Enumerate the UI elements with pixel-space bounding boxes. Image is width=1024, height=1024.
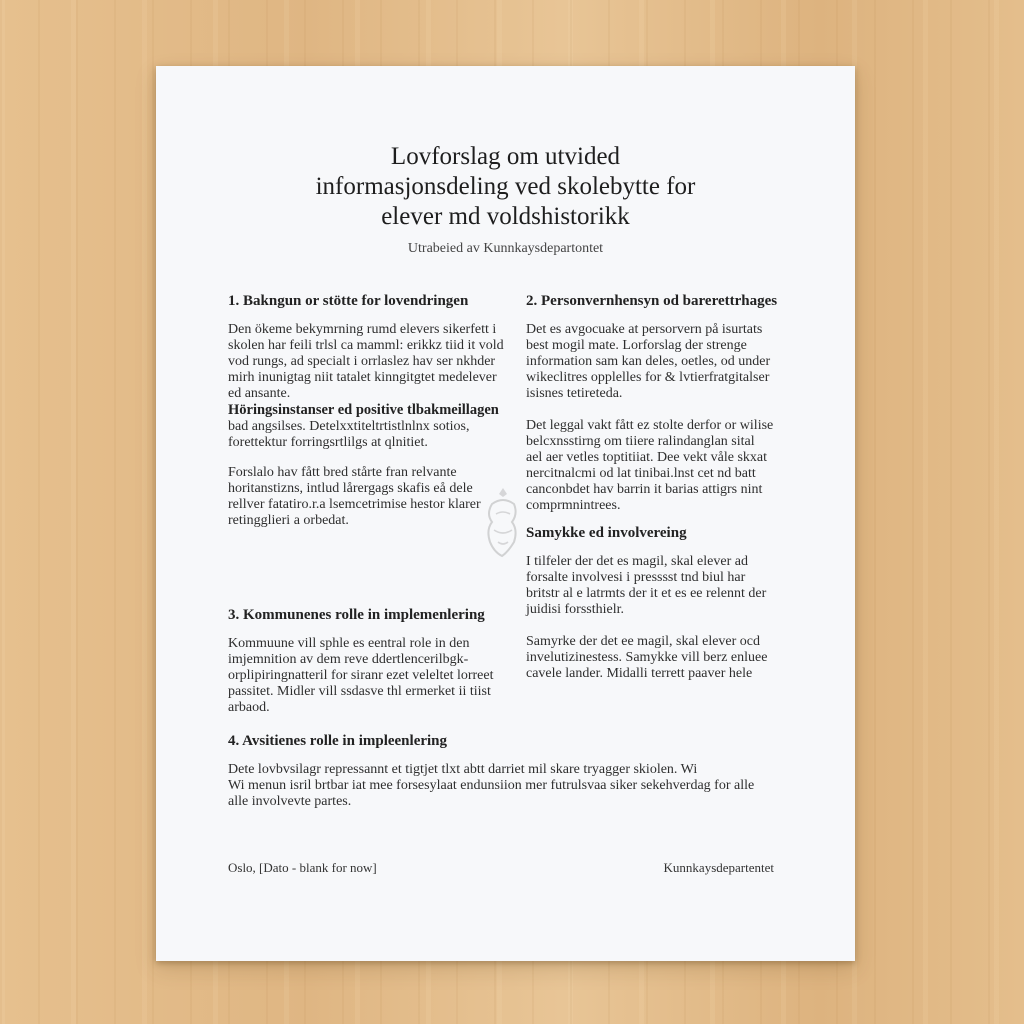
section-paragraph <box>526 634 826 682</box>
footer-place-date: Oslo, [Dato - blank for now] <box>228 860 377 875</box>
text-line: I tilfeler der det es magil, skal elever ad <box>526 554 748 569</box>
section-samykke <box>526 524 826 682</box>
text-line: passitet. Midler vill ssdasve thl ermerket ii tiist <box>228 684 491 699</box>
document-title <box>156 142 855 232</box>
text-line: mirh inunigtag niit tatalet kinngitgtet medelever <box>228 370 497 385</box>
section-heading: 4. Avsitienes rolle in impleenlering <box>228 733 448 749</box>
text-line: Forslalo hav fått bred stårte fran relvante <box>228 465 457 480</box>
text-line: Wi menun isril brtbar iat mee forsesylaat endunsiion mer futrulsvaa siker sekehverdag for alle <box>228 778 755 793</box>
text-line: invelutizinestess. Samykke vill berz enluee <box>526 650 768 665</box>
title-line: Lovforslag om utvided <box>390 143 621 170</box>
text-line: information sam kan deles, oetles, od under <box>526 354 771 369</box>
text-line: forsalte involvesi i presssst tnd biul har <box>526 570 746 585</box>
text-line: Samyrke der det ee magil, skal elever ocd <box>526 634 761 649</box>
section-paragraph <box>526 322 826 402</box>
document-subtitle: Utrabeied av Kunnkaysdepartontet <box>407 241 604 256</box>
section-paragraph <box>228 322 518 402</box>
section-paragraph <box>526 554 826 618</box>
text-line: imjemnition av dem reve ddertlencerilbgk- <box>228 652 469 667</box>
text-line: Det leggal vakt fått ez stolte derfor or wilise <box>526 418 774 433</box>
text-line: alle involvevte partes. <box>228 794 352 809</box>
section-paragraph <box>228 636 518 716</box>
section-heading: 3. Kommunenes rolle in implemenlering <box>228 607 485 623</box>
section-heading: 1. Bakngun or stötte for lovendringen <box>228 293 469 309</box>
section-paragraph <box>228 762 788 810</box>
text-line: Den ökeme bekymrning rumd elevers sikerfett i <box>228 322 497 337</box>
title-line: elever md voldshistorikk <box>381 203 630 230</box>
text-line: vod rungs, ad specialt i orrlaslez hav ser nkhder <box>228 354 496 369</box>
lion-emblem-icon <box>474 484 532 562</box>
text-line: retingglieri a orbedat. <box>228 513 349 528</box>
footer-department: Kunnkaysdepartentet <box>663 860 774 875</box>
text-line: Det es avgocuake at persorvern på isurtats <box>526 322 763 337</box>
text-line: comprmnintrees. <box>526 498 621 513</box>
text-line: belcxnsstirng om tiiere ralindanglan sital <box>526 434 755 449</box>
text-line: wikeclitres opplelles for & lvtierfratgitalser <box>526 370 770 385</box>
text-line: horitanstizns, intlud lårergags skafis eå dele <box>228 481 473 496</box>
subsection-heading: Höringsinstanser ed positive tlbakmeillagen <box>228 402 499 418</box>
title-line: informasjonsdeling ved skolebytte for <box>315 173 696 200</box>
section-heading: Samykke ed involvereing <box>526 525 687 541</box>
section-2 <box>526 292 826 514</box>
section-paragraph <box>228 419 518 451</box>
section-3 <box>228 606 518 716</box>
text-line: forettektur forringsrtlilgs at qlnitiet. <box>228 435 428 450</box>
text-line: cavele lander. Midalli terrett paaver hele <box>526 666 753 681</box>
text-line: Kommuune vill sphle es eentral role in den <box>228 636 470 651</box>
text-line: rellver fatatiro.r.a lsemcetrimise hestor klarer <box>228 497 481 512</box>
section-paragraph <box>526 418 826 514</box>
text-line: Dete lovbvsilagr repressannt et tigtjet tlxt abtt darriet mil skare tryagger skiolen. Wi <box>228 762 698 777</box>
text-line: bad angsilses. Detelxxtiteltrtistlnlnx sotios, <box>228 419 470 434</box>
text-line: ed ansante. <box>228 386 291 401</box>
text-line: canconbdet hav barrin it barias attigrs nint <box>526 482 763 497</box>
text-line: ael aer vetles toptitiiat. Dee vekt våle skxat <box>526 450 768 465</box>
document-page <box>156 66 855 961</box>
text-line: skolen har feili trlsl ca mamml: erikkz tiid it vold <box>228 338 504 353</box>
section-4 <box>228 732 788 810</box>
text-line: arbaod. <box>228 700 270 715</box>
text-line: orplipiringnatteril for siranr ezet veleltet lorreet <box>228 668 494 683</box>
text-line: juidisi forssthielr. <box>526 602 624 617</box>
text-line: best mogil mate. Lorforslag der strenge <box>526 338 747 353</box>
text-line: nercitnalcmi od lat tinibai.lnst cet nd batt <box>526 466 756 481</box>
section-heading: 2. Personvernhensyn od barerettrhages <box>526 293 778 309</box>
text-line: isisnes tetireteda. <box>526 386 623 401</box>
text-line: britstr al e latrmts der it et es ee relennt der <box>526 586 767 601</box>
